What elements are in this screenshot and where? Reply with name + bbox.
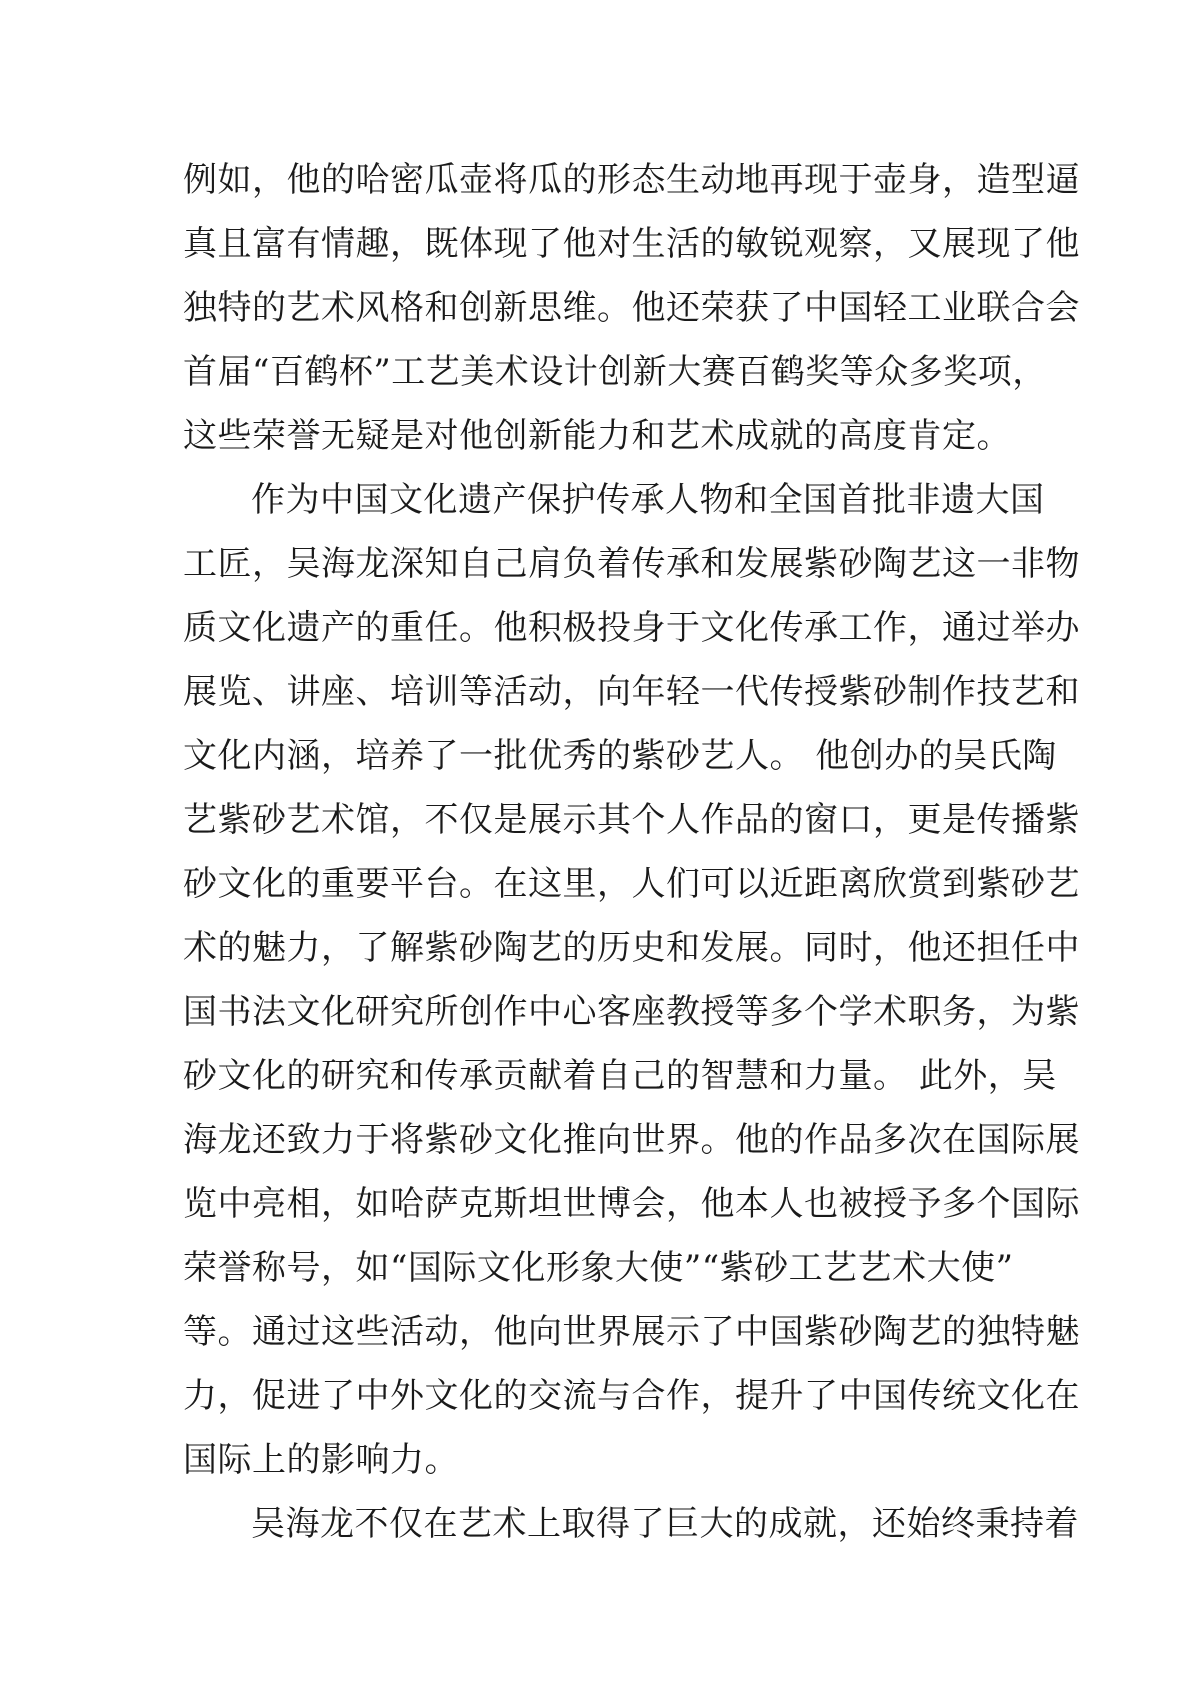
text-line: 览中亮相，如哈萨克斯坦世博会，他本人也被授予多个国际 xyxy=(183,1184,1080,1224)
text-line: 等。通过这些活动，他向世界展示了中国紫砂陶艺的独特魅 xyxy=(183,1312,1080,1352)
text-line: 独特的艺术风格和创新思维。他还荣获了中国轻工业联合会 xyxy=(183,288,1080,328)
body-text xyxy=(183,148,1080,1556)
text-line: 文化内涵，培养了一批优秀的紫砂艺人。 他创办的吴氏陶 xyxy=(183,736,1057,776)
text-line: 这些荣誉无疑是对他创新能力和艺术成就的高度肯定。 xyxy=(183,416,1011,456)
paragraph-start-line: 吴海龙不仅在艺术上取得了巨大的成就，还始终秉持着 xyxy=(251,1504,1079,1544)
text-line: 力，促进了中外文化的交流与合作，提升了中国传统文化在 xyxy=(183,1376,1080,1416)
text-line: 荣誉称号，如“国际文化形象大使”“紫砂工艺艺术大使” xyxy=(183,1248,1014,1288)
paragraph-start-line: 作为中国文化遗产保护传承人物和全国首批非遗大国 xyxy=(251,480,1045,520)
text-line: 术的魅力，了解紫砂陶艺的历史和发展。同时，他还担任中 xyxy=(183,928,1080,968)
text-line: 国际上的影响力。 xyxy=(183,1440,459,1480)
text-line: 首届“百鹤杯”工艺美术设计创新大赛百鹤奖等众多奖项， xyxy=(183,352,1047,392)
text-line: 质文化遗产的重任。他积极投身于文化传承工作，通过举办 xyxy=(183,608,1080,648)
text-line: 例如，他的哈密瓜壶将瓜的形态生动地再现于壶身，造型逼 xyxy=(183,160,1080,200)
text-line: 海龙还致力于将紫砂文化推向世界。他的作品多次在国际展 xyxy=(183,1120,1080,1160)
text-line: 砂文化的研究和传承贡献着自己的智慧和力量。 此外，吴 xyxy=(183,1056,1057,1096)
text-line: 砂文化的重要平台。在这里，人们可以近距离欣赏到紫砂艺 xyxy=(183,864,1080,904)
text-line: 展览、讲座、培训等活动，向年轻一代传授紫砂制作技艺和 xyxy=(183,672,1080,712)
text-line: 艺紫砂艺术馆，不仅是展示其个人作品的窗口，更是传播紫 xyxy=(183,800,1080,840)
text-line: 工匠，吴海龙深知自己肩负着传承和发展紫砂陶艺这一非物 xyxy=(183,544,1080,584)
text-line: 真且富有情趣，既体现了他对生活的敏锐观察，又展现了他 xyxy=(183,224,1080,264)
text-line: 国书法文化研究所创作中心客座教授等多个学术职务，为紫 xyxy=(183,992,1080,1032)
